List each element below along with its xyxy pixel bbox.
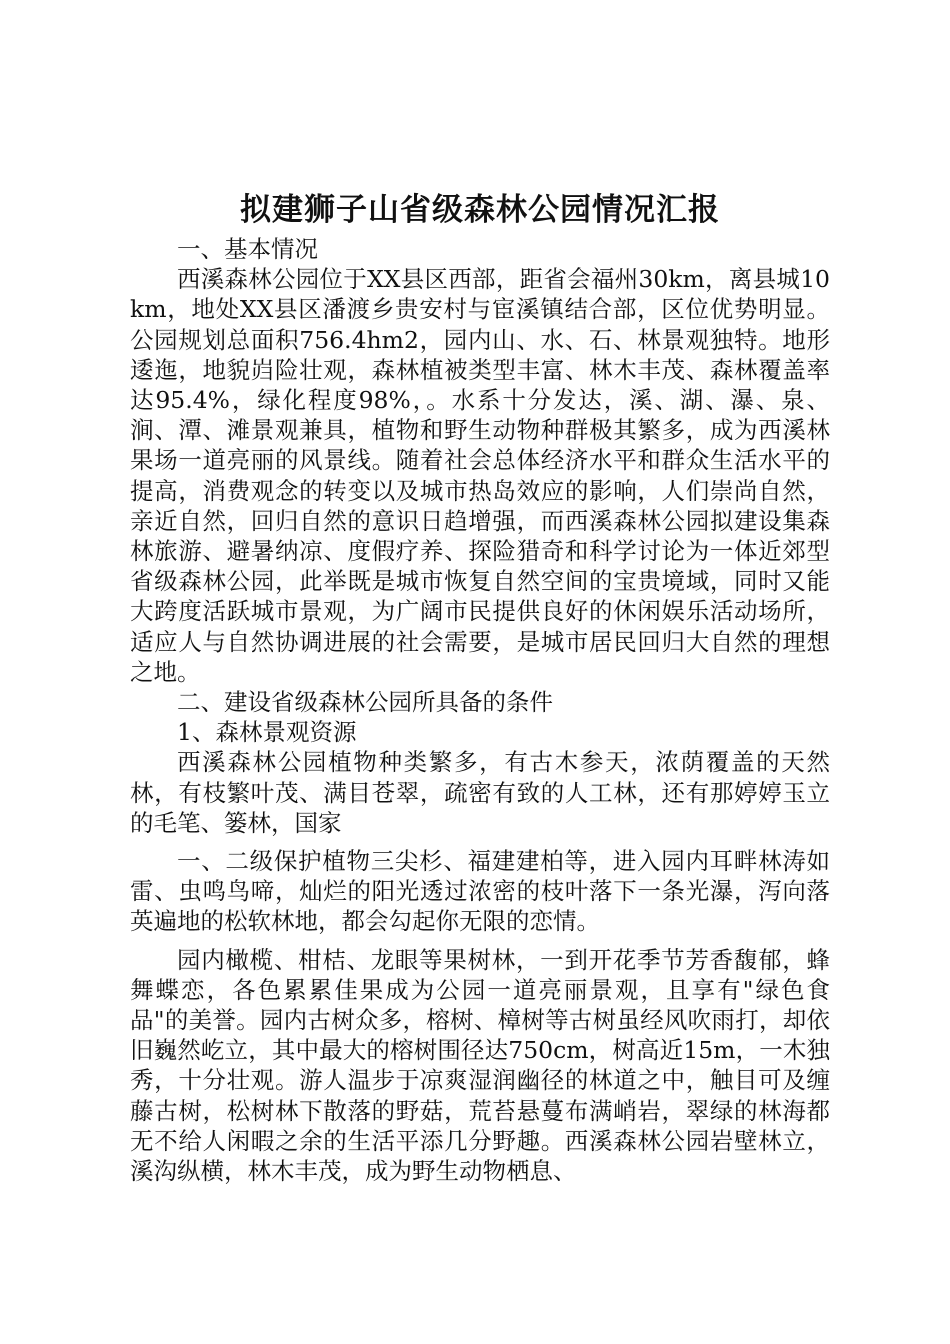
subsection-heading-forest-resources: 1、森林景观资源 (177, 718, 357, 747)
paragraph-protected-plants: 一、二级保护植物三尖杉、福建建柏等，进入园内耳畔林涛如雷、虫鸣鸟啼，灿烂的阳光透过浓密的枝叶落下一条光瀑，泻向落英遍地的松软林地，都会勾起你无限的恋情。 (130, 847, 830, 936)
document-title: 拟建狮子山省级森林公园情况汇报 (240, 192, 720, 228)
paragraph-basic-info: 西溪森林公园位于XX县区西部，距省会福州30km，离县城10km，地处XX县区潘渡乡贵安村与宦溪镇结合部，区位优势明显。公园规划总面积756.4hm2，园内山、水、石、林景观独特。地形逶迤，地貌岿险壮观，森林植被类型丰富、林木丰茂、森林覆盖率达95.4%，绿化程度98%，。水系十分发达，溪、湖、瀑、泉、涧、潭、滩景观兼具，植物和野生动物种群极其繁多，成为西溪林果场一道亮丽的风景线。随着社会总体经济水平和群众生活水平的提高，消费观念的转变以及城市热岛效应的影响，人们崇尚自然，亲近自然，回归自然的意识日趋增强，而西溪森林公园拟建设集森林旅游、避暑纳凉、度假疗养、探险猎奇和科学讨论为一体近郊型省级森林公园，此举既是城市恢复自然空间的宝贵境域，同时又能大跨度活跃城市景观，为广阔市民提供良好的休闲娱乐活动场所，适应人与自然协调进展的社会需要，是城市居民回归大自然的理想之地。 (130, 265, 830, 686)
paragraph-fruit-trees: 园内橄榄、柑桔、龙眼等果树林，一到开花季节芳香馥郁，蜂舞蝶恋，各色累累佳果成为公园一道亮丽景观，且享有"绿色食品"的美誉。园内古树众多，榕树、樟树等古树虽经风吹雨打，却依旧巍然屹立，其中最大的榕树围径达750cm，树高近15m，一木独秀，十分壮观。游人温步于凉爽湿润幽径的林道之中，触目可及缠藤古树，松树林下散落的野菇，荒苔悬蔓布满峭岩，翠绿的林海都无不给人闲暇之余的生活平添几分野趣。西溪森林公园岩壁林立，溪沟纵横，林木丰茂，成为野生动物栖息、 (130, 945, 830, 1186)
section-heading-basic-info: 一、基本情况 (177, 235, 318, 263)
section-heading-conditions: 二、建设省级森林公园所具备的条件 (177, 688, 553, 717)
paragraph-plant-species: 西溪森林公园植物种类繁多，有古木参天，浓荫覆盖的天然林，有枝繁叶茂、满目苍翠，疏密有致的人工林，还有那婷婷玉立的毛笔、篓林，国家 (130, 748, 830, 837)
document-page (130, 188, 830, 1186)
